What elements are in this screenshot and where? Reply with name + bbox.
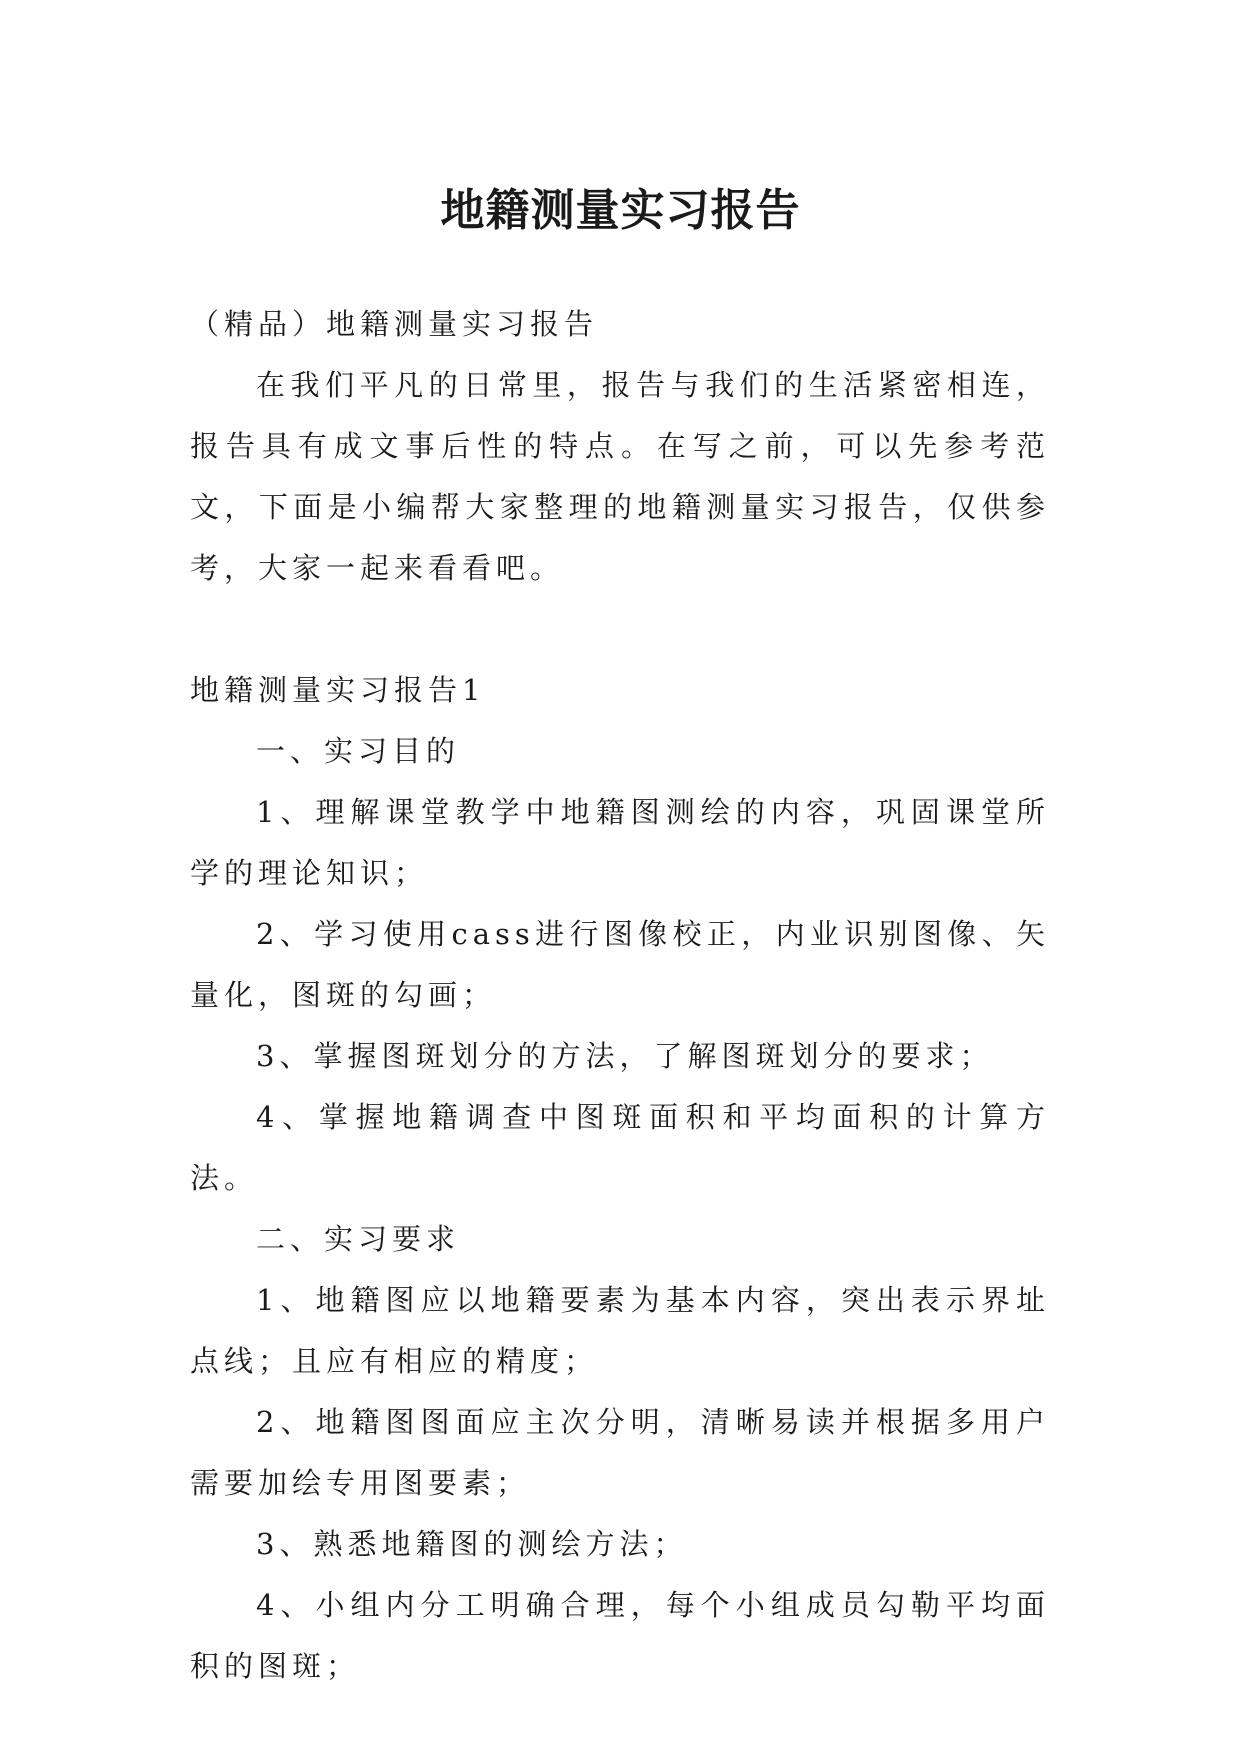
requirement-item-3: 3、熟悉地籍图的测绘方法； bbox=[256, 1527, 688, 1561]
section-heading-objectives: 一、实习目的 bbox=[256, 734, 461, 768]
requirement-item-4: 4、小组内分工明确合理，每个小组成员勾勒平均面积的图斑； bbox=[190, 1588, 1050, 1683]
intro-paragraph: 在我们平凡的日常里，报告与我们的生活紧密相连，报告具有成文事后性的特点。在写之前，可以先参考范文，下面是小编帮大家整理的地籍测量实习报告，仅供参考，大家一起来看看吧。 bbox=[190, 368, 1050, 585]
objective-item-4: 4、掌握地籍调查中图斑面积和平均面积的计算方法。 bbox=[190, 1100, 1050, 1195]
section-heading-requirements: 二、实习要求 bbox=[256, 1222, 461, 1256]
objective-item-3: 3、掌握图斑划分的方法，了解图斑划分的要求； bbox=[256, 1039, 994, 1073]
document-title: 地籍测量实习报告 bbox=[440, 185, 801, 237]
objective-item-1: 1、理解课堂教学中地籍图测绘的内容，巩固课堂所学的理论知识； bbox=[190, 795, 1050, 890]
paragraph-spacer bbox=[190, 599, 1050, 660]
document-body bbox=[190, 294, 1050, 1697]
requirement-item-1: 1、地籍图应以地籍要素为基本内容，突出表示界址点线；且应有相应的精度； bbox=[190, 1283, 1050, 1378]
report-heading: 地籍测量实习报告1 bbox=[190, 673, 486, 707]
document-subtitle: （精品）地籍测量实习报告 bbox=[190, 307, 599, 341]
objective-item-2: 2、学习使用cass进行图像校正，内业识别图像、矢量化，图斑的勾画； bbox=[190, 917, 1050, 1012]
requirement-item-2: 2、地籍图图面应主次分明，清晰易读并根据多用户需要加绘专用图要素； bbox=[190, 1405, 1050, 1500]
